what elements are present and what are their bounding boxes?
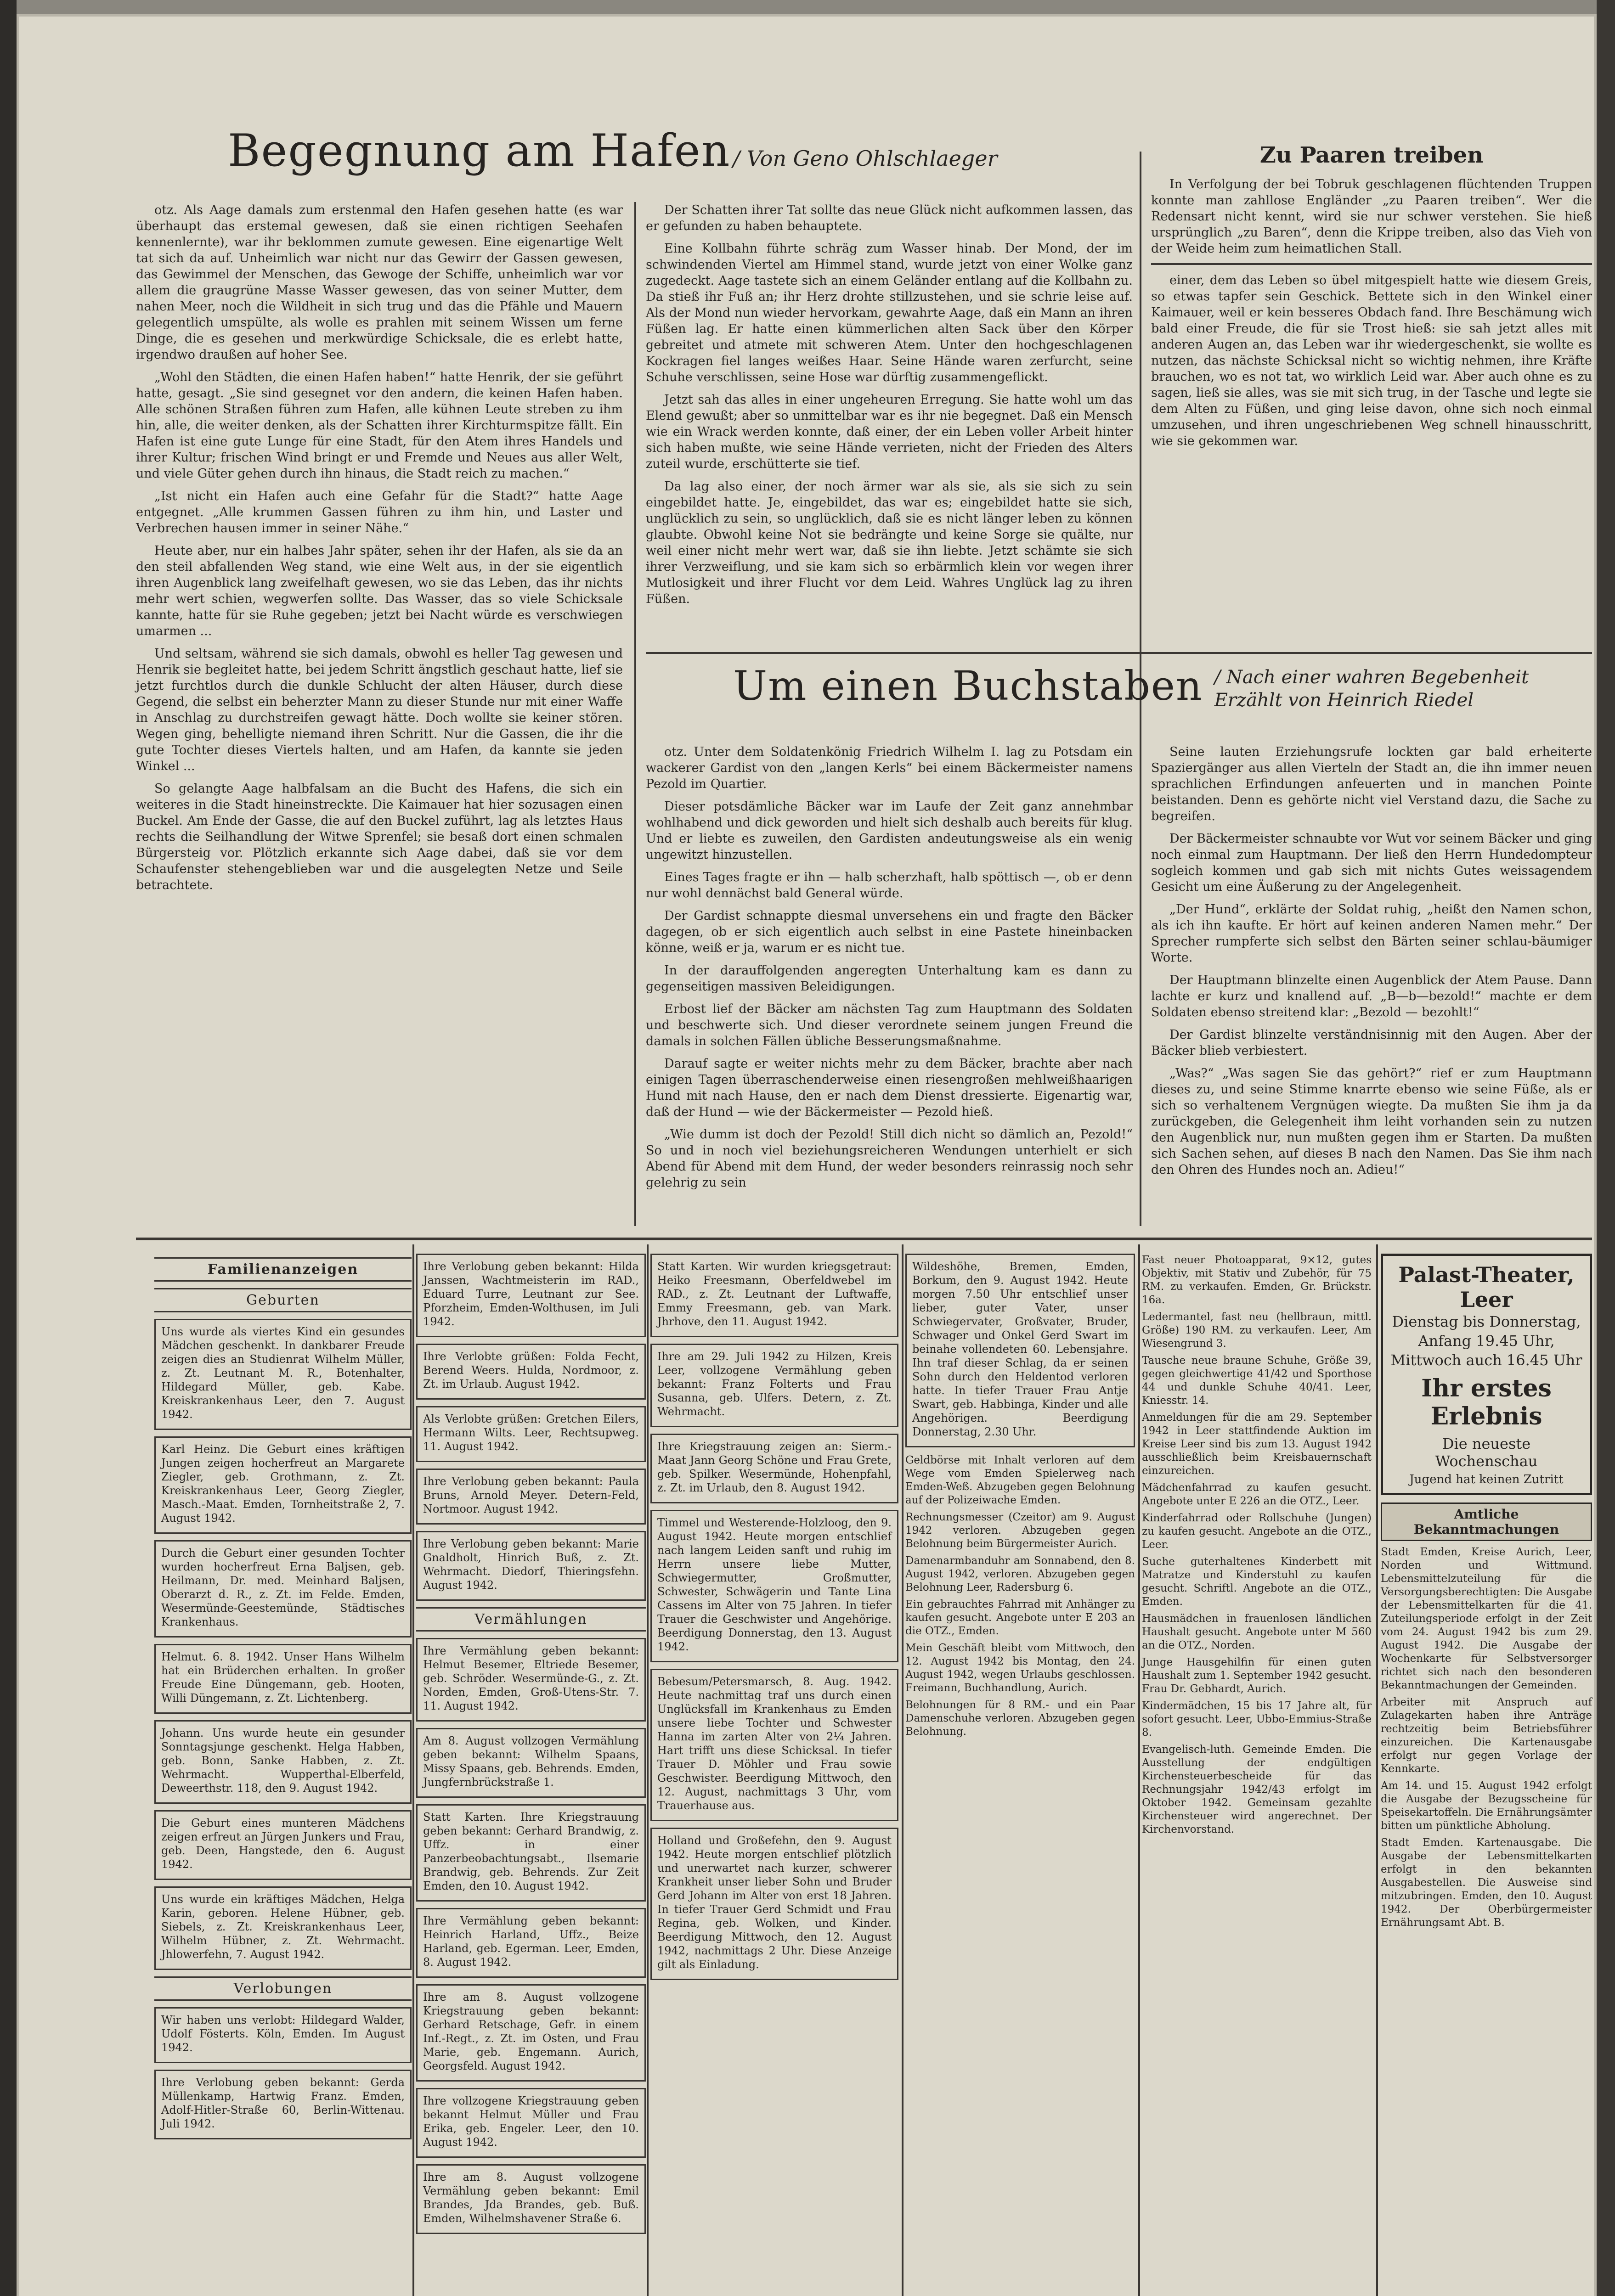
classified-ad: Evangelisch-luth. Gemeinde Emden. Die Ausstellung der endgültigen Kirchensteuerbescheide für das Rechnungsjahr 1942/43 erfolgt im Oktober 1942. Gemeinsam gezahlte Kirchensteuer wird angerechnet. Der Kirchenvorstand. (1142, 1744, 1372, 1835)
official-notices (1381, 1546, 1592, 1930)
wedding-notice: Ihre am 29. Juli 1942 zu Hilzen, Kreis Leer, vollzogene Vermählung geben bekannt: Franz Folterts und Frau Susanna, geb. Ulfers. Detern, z. Zt. Wehrmacht. (650, 1344, 898, 1427)
official-notice: Arbeiter mit Anspruch auf Zulagekarten haben ihre Anträge rechtzeitig beim Betriebsführer einzureichen. Die Kartenausgabe erfolgt nur gegen Vorlage der Kennkarte. (1381, 1696, 1592, 1775)
article2-top-rule (646, 652, 1592, 654)
article1-title: Begegnung am Hafen (228, 125, 731, 176)
wedding-notice: Ihre Vermählung geben bekannt: Heinrich Harland, Uffz., Beize Harland, geb. Egerman. Leer, Emden, 8. August 1942. (416, 1908, 646, 1978)
theater-showtimes: Dienstag bis Donnerstag, Anfang 19.45 Uhr, Mittwoch auch 16.45 Uhr (1390, 1313, 1582, 1369)
classified-ad: Suche guterhaltenes Kinderbett mit Matratze und Kinderstuhl zu kaufen gesucht. Schriftl. Angebote an die OTZ., Emden. (1142, 1556, 1372, 1608)
article1-byline: / Von Geno Ohlschlaeger (733, 146, 998, 171)
classified-ad: Kinderfahrrad oder Rollschuhe (Jungen) zu kaufen gesucht. Angebote an die OTZ., Leer. (1142, 1512, 1372, 1551)
family-ads-header: Familienanzeigen (154, 1257, 412, 1282)
classified-ad: Anmeldungen für die am 29. September 1942 in Leer stattfindende Auktion im Kreise Leer sind bis zum 13. August 1942 ausschließlich beim Kreisbauernschaft einzureichen. (1142, 1412, 1372, 1477)
classified-ad: Mädchenfahrrad zu kaufen gesucht. Angebote unter E 226 an die OTZ., Leer. (1142, 1482, 1372, 1507)
article2-column-1 (646, 744, 1133, 1197)
classified-ad: Rechnungsmesser (Czeitor) am 9. August 1942 verloren. Abzugeben gegen Belohnung beim Bürgermeister Aurich. (905, 1511, 1135, 1550)
official-notices-header: Amtliche Bekanntmachungen (1381, 1503, 1592, 1541)
engagement-notice: Ihre Verlobte grüßen: Folda Fecht, Berend Weers. Hulda, Nordmoor, z. Zt. im Urlaub. August 1942. (416, 1344, 646, 1400)
wedding-notice: Ihre am 8. August vollzogene Vermählung geben bekannt: Emil Brandes, Jda Brandes, geb. Buß. Emden, Wilhelmshavener Straße 6. (416, 2164, 646, 2234)
article1-paragraph: otz. Als Aage damals zum erstenmal den Hafen gesehen hatte (es war überhaupt das erstemal gewesen, daß sie einen richtigen Seehafen kennenlernte), war ihr beklommen zumute gewesen. Eine eigenartige Welt tat sich da auf. Unheimlich war nicht nur das Gewirr der Gassen gewesen, das Gewimmel der Menschen, das Gewoge der Schiffe, unheimlich war vor allem die graugrüne Masse Wasser gewesen, das von seiner Mutter, dem nahen Meer, noch die Wildheit in sich trug und das die Pfähle und Mauern gelegentlich umspülte, als wolle es prahlen mit seinem Wissen um ferne Dinge, die es gesehen und merkwürdige Schicksale, die es erlebt hatte, irgendwo draußen auf hoher See. (136, 203, 623, 362)
article3-title: Zu Paaren treiben (1259, 142, 1484, 168)
classified-ad: Fast neuer Photoapparat, 9×12, gutes Objektiv, mit Stativ und Zubehör, für 75 RM. zu verkaufen. Emden, Gr. Brückstr. 16a. (1142, 1254, 1372, 1306)
article1-header (228, 125, 1101, 176)
classified-ad: Hausmädchen in frauenlosen ländlichen Haushalt gesucht. Angebote unter M 560 an die OTZ., Norden. (1142, 1613, 1372, 1651)
classified-ad: Ledermantel, fast neu (hellbraun, mittl. Größe) 190 RM. zu verkaufen. Leer, Am Wiesengrund 3. (1142, 1311, 1372, 1350)
obituary-notice: Timmel und Westerende-Holzloog, den 9. August 1942. Heute morgen entschlief nach langem Leiden sanft und ruhig im Herrn unsere liebe Mutter, Schwiegermutter, Großmutter, Schwester, Schwägerin und Tante Lina Cassens im Alter von 75 Jahren. In tiefer Trauer die Geschwister und Angehörige. Beerdigung Donnerstag, den 13. August 1942. (650, 1510, 898, 1662)
article2-title: Um einen Buchstaben (733, 662, 1203, 709)
article2-paragraph: Eines Tages fragte er ihn — halb scherzhaft, halb spöttisch —, ob er denn nur wohl dennächst bald General würde. (646, 870, 1133, 900)
article3 (1151, 142, 1592, 456)
engagement-notice: Ihre Verlobung geben bekannt: Paula Bruns, Arnold Meyer. Detern-Feld, Nortmoor. August 1942. (416, 1469, 646, 1525)
article1-paragraph: „Wohl den Städten, die einen Hafen haben!“ hatte Henrik, der sie geführt hatte, gesagt. „Sie sind gesegnet vor den andern, die keinen Hafen haben. Alle schönen Straßen führen zum Hafen, alle kühnen Leute streben zu ihm hin, alle, die weiter denken, als der Schatten ihrer Kirchturmspitze fällt. Ein Hafen ist eine gute Lunge für eine Stadt, für den Atem ihres Handels und ihrer Kultur; frischen Wind bringt er und Fremde und Neues aus aller Welt, und viele Güter gehen durch ihn hinaus, die Stadt reich zu machen.“ (136, 370, 623, 481)
article3-paragraph: In Verfolgung der bei Tobruk geschlagenen flüchtenden Truppen konnte man zahllose Engländer „zu Paaren treiben“. Wer die Redensart nicht kennt, wird sie nur schwer verstehen. Sie hieß ursprünglich „zu Baren“, denn die Krippe treiben, also das Vieh von der Weide heim zum heimatlichen Stall. (1151, 177, 1592, 256)
birth-notice: Die Geburt eines munteren Mädchens zeigen erfreut an Jürgen Junkers und Frau, geb. Deen, Hangstede, den 6. August 1942. (154, 1810, 412, 1880)
article2-column-2 (1151, 744, 1592, 1184)
article2-paragraph: Der Hauptmann blinzelte einen Augenblick der Atem Pause. Dann lachte er kurz und knallend auf. „B—b—bezold!“ machte er dem Soldaten ebenso streitend klar: „Bezold — bezohlt!“ (1151, 973, 1592, 1019)
column-divider (634, 202, 636, 1226)
obituary-notice: Holland und Großefehn, den 9. August 1942. Heute morgen entschlief plötzlich und unerwartet nach kurzer, schwerer Krankheit unser lieber Sohn und Bruder Gerd Johann im Alter von erst 18 Jahren. In tiefer Trauer Gerd Schmidt und Frau Regina, geb. Wolken, und Kinder. Beerdigung Mittwoch, den 12. August 1942, nachmittags 2 Uhr. Diese Anzeige gilt als Einladung. (650, 1828, 898, 1980)
notices-column-b (416, 1254, 646, 2240)
engagements-header: Verlobungen (154, 1976, 412, 2001)
article2-paragraph: Seine lauten Erziehungsrufe lockten gar bald erheiterte Spaziergänger aus allen Vierteln der Stadt an, die ihn immer neuen sprachlichen Erfindungen anfeuerten und in manchen Pointe beistanden. Denn es gehörte nicht viel Verstand dazu, die Sache zu begreifen. (1151, 745, 1592, 823)
birth-notice: Karl Heinz. Die Geburt eines kräftigen Jungen zeigen hocherfreut an Margarete Ziegler, geb. Grothmann, z. Zt. Kreiskrankenhaus Leer, Georg Ziegler, Masch.-Maat. Emden, Tornheitstraße 2, 7. August 1942. (154, 1436, 412, 1534)
article1-paragraph: Heute aber, nur ein halbes Jahr später, sehen ihr der Hafen, als sie da an den steil abfallenden Weg stand, wie eine Welt aus, in der sie eigentlich ihren Augenblick lang zweifelhaft gewesen, wo sie das Leben, das ihr nichts mehr wert schien, wegwerfen sollte. Das Wasser, das so viele Schicksale kannte, hatte für sie Ruhe gegeben; jetzt bei Nacht würde es verschwiegen umarmen ... (136, 544, 623, 638)
article2-paragraph: „Was?“ „Was sagen Sie das gehört?“ rief er zum Hauptmann dieses zu, und seine Stimme knarrte ebenso wie seine Füße, als er sich so verhaltenem Vergnügen wiegte. Da mußten Sie ihm ja da zurückgeben, die Gelegenheit ihm leiht vorhanden sein zu nutzen den Augenblick nur, nun mußten gegen ihm er Starten. Da mußten sich Sachen sehen, auf dieses B nach den Namen. Das Sie ihm nach den Ohren des Hundes noch an. Adieu!“ (1151, 1066, 1592, 1177)
article3-paragraph: einer, dem das Leben so übel mitgespielt hatte wie diesem Greis, so etwas tapfer sein Geschick. Bettete sich in den Winkel einer Kaimauer, weil er kein besseres Obdach fand. Ihre Beschämung wich bald einer Freude, die für sie Trost hieß: sie sah jetzt alles mit anderen Augen an, das Leben war ihr wiedergeschenkt, sie wollte es nutzen, das nächste Schicksal nicht so wichtig nehmen, ihre Kräfte brauchen, wo es not tat, wo wirklich Leid war. Aber auch ohne es zu sagen, ließ sie alles, was sie mit sich trug, in der Tasche und legte sie dem Alten zu Füßen, und ging leise davon, ohne sich noch einmal umzusehen, und ihren ungeschriebenen Weg schnell hinausschritt, wie sie gekommen war. (1151, 273, 1592, 448)
article2-paragraph: Der Gardist schnappte diesmal unversehens ein und fragte den Bäcker dagegen, ob er sich eigentlich auch selbst in eine Pastete hineinbacken könne, weiß er ja, warum er es nicht tue. (646, 909, 1133, 955)
weddings-header: Vermählungen (416, 1607, 646, 1632)
theater-ad (1381, 1254, 1592, 1495)
article1-paragraph: Da lag also einer, der noch ärmer war als sie, als sie sich zu sein eingebildet hatte. Je, eingebildet, das war es; eingebildet hatte sie sich, unglücklich zu sein, so unglücklich, daß sie es nicht länger leben zu können glaubte. Obwohl keine Not sie bedrängte und keine Sorge sie quälte, nur weil einer nicht mehr wert war, daß sie ihn liebte. Jetzt schämte sie sich ihrer Verzweiflung, und sie kam sich so erbärmlich klein vor wegen ihrer Mutlosigkeit und ihrer Flucht vor dem Leid. Wahres Unglück lag zu ihren Füßen. (646, 479, 1133, 606)
notices-column-f (1381, 1254, 1592, 1933)
column-divider (1138, 1244, 1140, 2296)
article2-header (733, 662, 1597, 712)
article2-paragraph: Der Bäckermeister schnaubte vor Wut vor seinem Bäcker und ging noch einmal zum Hauptmann. Der ließ den Herrn Hundedompteur sogleich kommen und gab sich mit nichts Gutes weissagendem Gesicht um eine Äußerung zu der Angelegenheit. (1151, 832, 1592, 894)
classified-ad: Belohnungen für 8 RM.- und ein Paar Damenschuhe verloren. Abzugeben gegen Belohnung. (905, 1699, 1135, 1738)
official-notice: Stadt Emden, Kreise Aurich, Leer, Norden und Wittmund. Lebensmittelzuteilung für die Versorgungsberechtigten: Die Ausgabe der Lebensmittelkarten für die 41. Zuteilungsperiode erfolgt in der Zeit vom 24. August 1942 bis zum 29. August 1942. Die Ausgabe der Wochenkarte für Selbstversorger richtet sich nach den besonderen Bekanntmachungen der Gemeinden. (1381, 1546, 1592, 1691)
birth-notice: Uns wurde ein kräftiges Mädchen, Helga Karin, geboren. Helene Hübner, geb. Siebels, z. Zt. Kreiskrankenhaus Leer, Wilhelm Hübner, z. Zt. Wehrmacht. Jhlowerfehn, 7. August 1942. (154, 1886, 412, 1970)
obituary-notice: Wildeshöhe, Bremen, Emden, Borkum, den 9. August 1942. Heute morgen 7.50 Uhr entschlief unser lieber, guter Vater, unser Schwiegervater, Großvater, Bruder, Schwager und Onkel Gerd Swart im beinahe vollendeten 60. Lebensjahre. Ihn traf dieser Schlag, da er seinen Sohn durch den Heldentod verloren hatte. In tiefer Trauer Frau Antje Swart, geb. Habbinga, Kinder und alle Angehörigen. Beerdigung Donnerstag, 2.30 Uhr. (905, 1254, 1135, 1447)
birth-notice: Helmut. 6. 8. 1942. Unser Hans Wilhelm hat ein Brüderchen erhalten. In großer Freude Eine Düngemann, geb. Hooten, Willi Düngemann, z. Zt. Lichtenberg. (154, 1644, 412, 1714)
wedding-notice: Ihre am 8. August vollzogene Kriegstrauung geben bekannt: Gerhard Retschage, Gefr. in einem Inf.-Regt., z. Zt. im Osten, und Frau Marie, geb. Engemann. Aurich, Georgsfeld. August 1942. (416, 1984, 646, 2082)
official-notice: Am 14. und 15. August 1942 erfolgt die Ausgabe der Bezugsscheine für Speisekartoffeln. Die Ernährungsämter bitten um pünktliche Abholung. (1381, 1780, 1592, 1832)
classified-ad: Junge Hausgehilfin für einen guten Haushalt zum 1. September 1942 gesucht. Frau Dr. Gebhardt, Aurich. (1142, 1656, 1372, 1695)
notices-column-e (1142, 1254, 1372, 1840)
column-divider (902, 1244, 903, 2296)
article1-paragraph: Und seltsam, während sie sich damals, obwohl es heller Tag gewesen und Henrik sie begleitet hatte, bei jedem Schritt ängstlich geschaut hatte, lief sie jetzt furchtlos durch die dunkle Schlucht der alten Häuser, durch diese Gegend, die selbst ein beherzter Mann zu dieser Stunde nur mit einer Waffe in Anschlag zu durchstreifen gewagt hätte. Doch wollte sie keiner stören. Wegen ging, behelligte niemand ihren Schritt. Nur die Gassen, die ihr die gute Tochter dieses Viertels halten, und am Hafen, da kannte sie jeden Winkel ... (136, 647, 623, 773)
notices-column-c (650, 1254, 898, 1986)
births-header: Geburten (154, 1288, 412, 1312)
article2-paragraph: Dieser potsdämliche Bäcker war im Laufe der Zeit ganz annehmbar wohlhabend und dick geworden und hielt sich deshalb auch bereits für klug. Und er liebte es zuweilen, den Gardisten andeutungsweise als ein wenig ungewitzt hinzustellen. (646, 799, 1133, 862)
birth-notice: Uns wurde als viertes Kind ein gesundes Mädchen geschenkt. In dankbarer Freude zeigen dies an Studienrat Wilhelm Müller, z. Zt. Leutnant M. R., Botenhalter, Hildegard Müller, geb. Kabe. Kreiskrankenhaus Leer, den 7. August 1942. (154, 1319, 412, 1430)
wedding-notice: Ihre Vermählung geben bekannt: Helmut Besemer, Eltriede Besemer, geb. Schröder. Wesermünde-G., z. Zt. Norden, Emden, Groß-Utens-Str. 7. 11. August 1942. (416, 1638, 646, 1722)
classified-notices (905, 1454, 1135, 1739)
column-divider (412, 1244, 414, 2296)
theater-name: Palast-Theater, Leer (1398, 1262, 1575, 1312)
theater-film-title: Ihr erstes Erlebnis (1421, 1374, 1552, 1430)
wedding-notice: Statt Karten. Wir wurden kriegsgetraut: Heiko Freesmann, Oberfeldwebel im RAD., z. Zt. Leutnant der Luftwaffe, Emmy Freesmann, geb. van Mark. Jhrhove, den 11. August 1942. (650, 1254, 898, 1337)
wedding-notice: Am 8. August vollzogen Vermählung geben bekannt: Wilhelm Spaans, Missy Spaans, geb. Behrends. Emden, Jungfernbrückstraße 1. (416, 1728, 646, 1798)
official-notice: Stadt Emden. Kartenausgabe. Die Ausgabe der Lebensmittelkarten erfolgt in den bekannten Ausgabestellen. Die Ausweise sind mitzubringen. Emden, den 10. August 1942. Der Oberbürgermeister Ernährungsamt Abt. B. (1381, 1837, 1592, 1929)
article1-paragraph: Der Schatten ihrer Tat sollte das neue Glück nicht aufkommen lassen, das er gefunden zu haben behauptete. (646, 203, 1133, 233)
article2-paragraph: Der Gardist blinzelte verständnisinnig mit den Augen. Aber der Bäcker blieb verbiestert. (1151, 1028, 1592, 1058)
article2-byline-line1: / Nach einer wahren Begebenheit (1214, 667, 1529, 688)
article1-column-2 (646, 202, 1133, 613)
column-divider (647, 1244, 649, 2296)
article2-paragraph: Erbost lief der Bäcker am nächsten Tag zum Hauptmann des Soldaten und beschwerte sich. Und dieser verordnete seinem jungen Freund die damals in solchen Fällen übliche Besserungsmaßnahme. (646, 1002, 1133, 1048)
article2-paragraph: Darauf sagte er weiter nichts mehr zu dem Bäcker, brachte aber nach einigen Tagen überraschenderweise einen riesengroßen mehlweißhaarigen Hund mit nach Hause, den er nach dem Dienst dressierte. Eigenartig war, daß der Hund — wie der Bäckermeister — Pezold hieß. (646, 1057, 1133, 1119)
classified-ad: Kindermädchen, 15 bis 17 Jahre alt, für sofort gesucht. Leer, Ubbo-Emmius-Straße 8. (1142, 1700, 1372, 1739)
theater-note: Jugend hat keinen Zutritt (1409, 1473, 1564, 1486)
article2-paragraph: „Wie dumm ist doch der Pezold! Still dich nicht so dämlich an, Pezold!“ So und in noch viel beziehungsreicheren Wendungen unterhielt er sich Abend für Abend mit dem Hund, der weder besonders reinrassig noch sehr gelehrig zu sein (646, 1127, 1133, 1190)
notices-column-d (905, 1254, 1135, 1742)
classified-ad: Mein Geschäft bleibt vom Mittwoch, den 12. August 1942 bis Montag, den 24. August 1942, wegen Urlaubs geschlossen. Freimann, Buchhandlung, Aurich. (905, 1642, 1135, 1694)
article1-paragraph: Eine Kollbahn führte schräg zum Wasser hinab. Der Mond, der im schwindenden Viertel am Himmel stand, wurde jetzt von einer Wolke ganz zugedeckt. Aage tastete sich an einem Geländer entlang auf die Kollbahn zu. Da stieß ihr Fuß an; ihr Herz drohte stillzustehen, und sie schrie leise auf. Als der Mond nun wieder hervorkam, gewahrte Aage, daß ein Mann an ihren Füßen lag. Er hatte einen kümmerlichen alten Sack über den Körper gebreitet und atmete mit schweren Atem. Unter den hochgeschlagenen Kockragen fiel langes weißes Haar. Seine Hände waren zerfurcht, seine Schuhe verschlissen, seine Hose war dürftig zusammengeflickt. (646, 242, 1133, 384)
divider (1151, 263, 1592, 265)
classified-ad: Ein gebrauchtes Fahrrad mit Anhänger zu kaufen gesucht. Angebote unter E 203 an die OTZ., Emden. (905, 1598, 1135, 1637)
newspaper-page (17, 14, 1597, 2296)
section-divider (136, 1238, 1592, 1240)
article1-paragraph: Jetzt sah das alles in einer ungeheuren Erregung. Sie hatte wohl um das Elend gewußt; aber so unmittelbar war es ihr nie begegnet. Daß ein Mensch wie ein Wrack werden konnte, daß einer, der ein Leben voller Arbeit hinter sich haben mußte, wie seine Hände verrieten, nicht der Frieden des Alters zuteil wurde, erschütterte sie tief. (646, 393, 1133, 471)
wedding-notice: Ihre Kriegstrauung zeigen an: Sierm.-Maat Jann Georg Schöne und Frau Grete, geb. Spilker. Wesermünde, Hohenpfahl, z. Zt. im Urlaub, den 8. August 1942. (650, 1434, 898, 1503)
page-edge (1597, 0, 1615, 2296)
obituary-notice: Bebesum/Petersmarsch, 8. Aug. 1942. Heute nachmittag traf uns durch einen Unglücksfall im Krankenhaus zu Emden unsere liebe Tochter und Schwester Hanna im zarten Alter von 2¼ Jahren. Hart trifft uns diese Schicksal. In tiefer Trauer D. Möhler und Frau sowie Geschwister. Beerdigung Mittwoch, den 12. August, nachmittags 3 Uhr, vom Trauerhause aus. (650, 1669, 898, 1821)
article1-paragraph: „Ist nicht ein Hafen auch eine Gefahr für die Stadt?“ hatte Aage entgegnet. „Alle krummen Gassen führen zu ihm hin, und Laster und Verbrechen hausen immer in seiner Nähe.“ (136, 489, 623, 535)
article2-byline-line2: Erzählt von Heinrich Riedel (1214, 690, 1474, 711)
wedding-notice: Ihre vollzogene Kriegstrauung geben bekannt Helmut Müller und Frau Erika, geb. Engeler. Leer, den 10. August 1942. (416, 2088, 646, 2158)
article2-paragraph: In der darauffolgenden angeregten Unterhaltung kam es dann zu gegenseitigen massiven Beleidigungen. (646, 963, 1133, 994)
engagement-notice: Ihre Verlobung geben bekannt: Hilda Janssen, Wachtmeisterin im RAD., Eduard Turre, Leutnant zur See. Pforzheim, Emden-Wolthusen, im Juli 1942. (416, 1254, 646, 1337)
engagement-notice: Ihre Verlobung geben bekannt: Gerda Müllenkamp, Hartwig Franz. Emden, Adolf-Hitler-Straße 60, Berlin-Wittenau. Juli 1942. (154, 2070, 412, 2139)
article2-paragraph: „Der Hund“, erklärte der Soldat ruhig, „heißt den Namen schon, als ich ihn kaufte. Er hört auf keinen anderen Namen mehr.“ Der Sprecher rumpferte sich selbst den Bärten seiner schlau-bäumiger Worte. (1151, 902, 1592, 965)
birth-notice: Durch die Geburt einer gesunden Tochter wurden hocherfreut Erna Baljsen, geb. Heilmann, Dr. med. Meinhard Baljsen, Oberarzt d. R., z. Zt. im Felde. Emden, Wesermünde-Geestemünde, Städtisches Krankenhaus. (154, 1540, 412, 1638)
article1-column-1 (136, 202, 623, 900)
birth-notice: Johann. Uns wurde heute ein gesunder Sonntagsjunge geschenkt. Helga Habben, geb. Bonn, Sanke Habben, z. Zt. Wehrmacht. Wupperthal-Elberfeld, Deweerthstr. 118, den 9. August 1942. (154, 1720, 412, 1804)
wedding-notice: Statt Karten. Ihre Kriegstrauung geben bekannt: Gerhard Brandwig, z. Uffz. in einer Panzerbeobachtungsabt., Ilsemarie Brandwig, geb. Behrends. Zur Zeit Emden, den 10. August 1942. (416, 1804, 646, 1902)
article1-paragraph: So gelangte Aage halbfalsam an die Bucht des Hafens, die sich ein weiteres in die Stadt hineinstreckte. Die Kaimauer hat hier sozusagen einen Buckel. Am Ende der Gasse, die auf den Buckel zuführt, lag als letztes Haus rechts die Seilhandlung der Witwe Sprenfel; sie besaß dort einen schmalen Bürgersteig vor. Plötzlich erkannte sich Aage dabei, daß sie vor dem Schaufenster stehengeblieben war und die ausgelegten Netze und Seile betrachtete. (136, 782, 623, 892)
classified-ad: Geldbörse mit Inhalt verloren auf dem Wege vom Emden Spielerweg nach Emden-Weß. Abzugeben gegen Belohnung auf der Polizeiwache Emden. (905, 1454, 1135, 1506)
book-spine (0, 0, 17, 2296)
theater-newsreel: Die neueste Wochenschau (1435, 1435, 1538, 1470)
classified-ad: Tausche neue braune Schuhe, Größe 39, gegen gleichwertige 41/42 und Sporthose 44 und dunkle Schuhe 40/41. Leer, Kniesstr. 14. (1142, 1355, 1372, 1407)
engagement-notice: Ihre Verlobung geben bekannt: Marie Gnaldholt, Hinrich Buß, z. Zt. Wehrmacht. Diedorf, Thieringsfehn. August 1942. (416, 1531, 646, 1601)
classified-ad: Damenarmbanduhr am Sonnabend, den 8. August 1942, verloren. Abzugeben gegen Belohnung Leer, Radersburg 6. (905, 1555, 1135, 1593)
engagement-notice: Wir haben uns verlobt: Hildegard Walder, Udolf Fösterts. Köln, Emden. Im August 1942. (154, 2007, 412, 2063)
engagement-notice: Als Verlobte grüßen: Gretchen Eilers, Hermann Wilts. Leer, Rechtsupweg. 11. August 1942. (416, 1406, 646, 1462)
article2-paragraph: otz. Unter dem Soldatenkönig Friedrich Wilhelm I. lag zu Potsdam ein wackerer Gardist von den „langen Kerls“ bei einem Bäckermeister namens Pezold im Quartier. (646, 745, 1133, 791)
column-divider (1376, 1244, 1378, 2296)
family-ads-column (154, 1254, 412, 2146)
